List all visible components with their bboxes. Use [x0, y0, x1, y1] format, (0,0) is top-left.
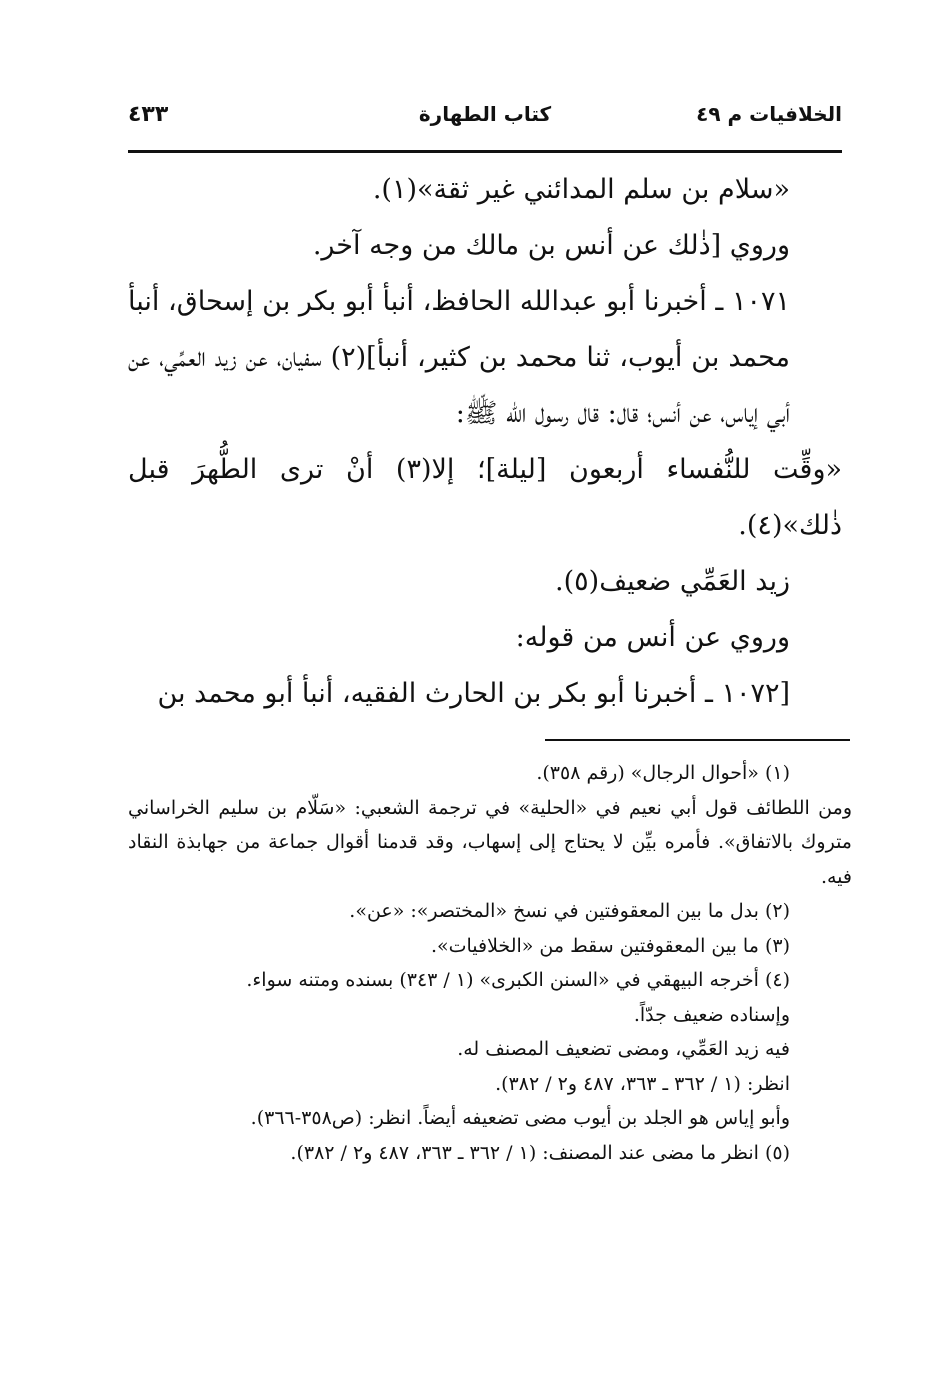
- main-text: [128, 162, 842, 722]
- hadith-chain-1072: [١٠٧٢ ـ أخبرنا أبو بكر بن الحارث الفقيه، أنبأ أبو محمد بن: [157, 678, 790, 709]
- footnotes: [128, 756, 852, 1170]
- body-paragraph: زيد العَمِّي ضعيف(٥).: [555, 566, 790, 597]
- page-header: [128, 96, 842, 136]
- header-divider: [128, 150, 842, 153]
- footnote-divider: [545, 739, 850, 741]
- running-head-title: كتاب الطهارة: [418, 102, 552, 126]
- body-paragraph: وروي عن أنس من قوله:: [515, 622, 790, 653]
- footnote-4-narrator: فيه زيد العَمِّي، ومضى تضعيف المصنف له.: [457, 1038, 790, 1060]
- body-paragraph: «سلام بن سلم المدائني غير ثقة»(١).: [372, 174, 790, 205]
- footnote-4: (٤) أخرجه البيهقي في «السنن الكبرى» (١ / ٣٤٣) بسنده ومتنه سواء.: [246, 969, 790, 991]
- footnote-1: (١) «أحوال الرجال» (رقم ٣٥٨).: [536, 762, 790, 784]
- running-head-volume: الخلافيات م ٤٩: [696, 102, 842, 126]
- footnote-3: (٣) ما بين المعقوفتين سقط من «الخلافيات».: [430, 934, 790, 957]
- page-number: ٤٣٣: [128, 102, 169, 127]
- footnote-4-abu-iyas: وأبو إياس هو الجلد بن أيوب مضى تضعيفه أيضاً. انظر: (ص٣٥٨-٣٦٦).: [250, 1107, 790, 1129]
- footnote-2: (٢) بدل ما بين المعقوفتين في نسخ «المختصر»: «عن».: [349, 900, 790, 922]
- footnote-4-reference: انظر: (١ / ٣٦٢ ـ ٣٦٣، ٤٨٧ و٢ / ٣٨٢).: [495, 1072, 790, 1095]
- hadith-text: «وقِّت للنُّفساء أربعون [ليلة]؛ إلا(٣) أنْ ترى الطُّهرَ قبل ذٰلك»(٤).: [128, 454, 842, 541]
- footnote-4-grade: وإسناده ضعيف جدّاً.: [633, 1003, 790, 1026]
- hadith-chain-1071: ١٠٧١ ـ أخبرنا أبو عبدالله الحافظ، أنبأ أبو بكر بن إسحاق، أنبأ محمد بن أيوب، ثنا محمد بن كثير، أنبأ](٢) سفيان، عن زيد العمِّي، عن أبي إياس، عن أنس؛ قال: قال رسول الله ﷺ:: [128, 286, 790, 429]
- footnote-1-note: ومن اللطائف قول أبي نعيم في «الحلية» في ترجمة الشعبي: «سَلّام بن سليم الخراساني متروك بالاتفاق». فأمره بيِّن لا يحتاج إلى إسهاب، وقد قدمنا أقوال جماعة من جهابذة النقاد فيه.: [128, 796, 852, 888]
- body-paragraph: وروي [ذٰلك عن أنس بن مالك من وجه آخر.: [312, 230, 790, 261]
- footnote-5: (٥) انظر ما مضى عند المصنف: (١ / ٣٦٢ ـ ٣٦٣، ٤٨٧ و٢ / ٣٨٢).: [290, 1141, 790, 1164]
